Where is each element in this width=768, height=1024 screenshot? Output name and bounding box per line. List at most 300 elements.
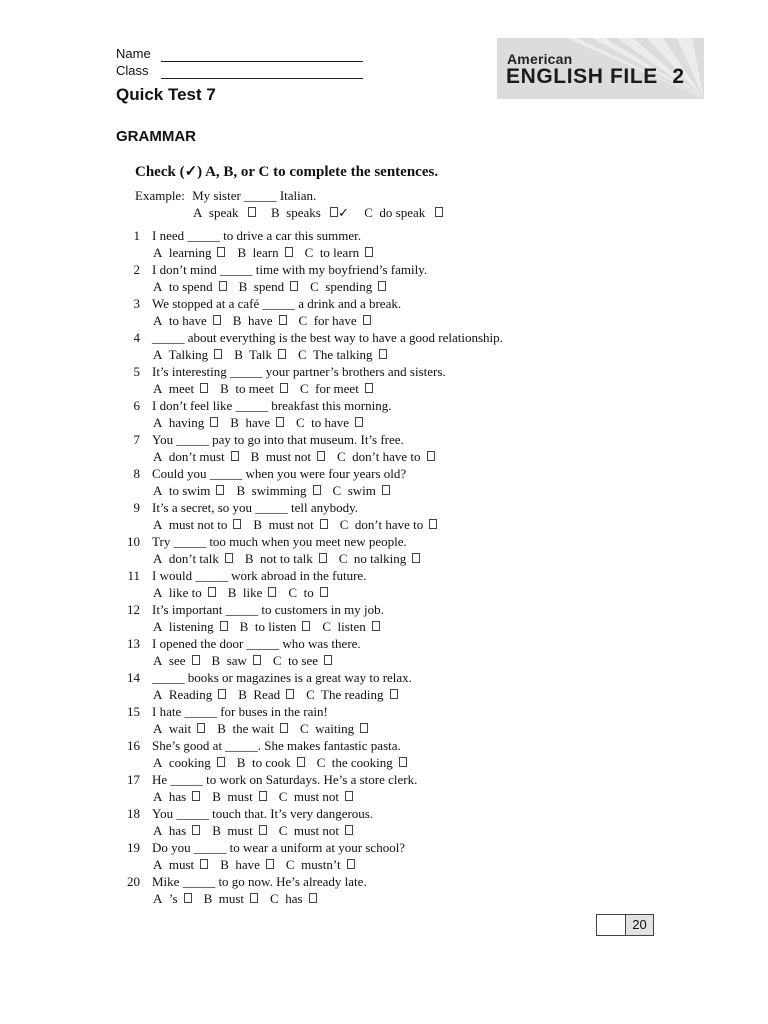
question-number: 4 (133, 330, 140, 345)
option-letter: B (211, 653, 221, 668)
answer-checkbox[interactable] (214, 349, 222, 359)
option-text: don’t must (168, 449, 225, 464)
option-text: to see (288, 653, 319, 668)
question-number: 19 (127, 840, 140, 855)
option-letter: A (153, 245, 163, 260)
example-line (135, 187, 316, 204)
answer-checkbox[interactable] (213, 315, 221, 325)
name-label: Name (116, 46, 151, 61)
answer-option-b[interactable] (220, 856, 274, 873)
name-row (116, 45, 363, 62)
option-text: not to talk (260, 551, 313, 566)
answer-checkbox[interactable] (200, 859, 208, 869)
option-letter: A (153, 687, 163, 702)
answer-checkbox[interactable] (382, 485, 390, 495)
answer-option-a[interactable] (153, 890, 192, 907)
option-text: must not (293, 789, 340, 804)
answer-option-b[interactable] (237, 754, 305, 771)
answer-options (153, 516, 449, 533)
question-text: I hate _____ for buses in the rain! (152, 704, 328, 719)
question-number: 20 (127, 874, 140, 889)
question-number: 12 (127, 602, 140, 617)
answer-option-c[interactable] (279, 822, 353, 839)
question-number: 11 (127, 568, 140, 583)
answer-checkbox[interactable] (317, 451, 325, 461)
answer-option-c[interactable] (333, 482, 390, 499)
option-text: must (218, 891, 245, 906)
option-letter: A (153, 279, 163, 294)
option-letter: B (212, 789, 221, 804)
question-text: We stopped at a café _____ a drink and a break. (152, 296, 402, 311)
answer-checkbox[interactable] (280, 383, 288, 393)
question-number: 1 (133, 228, 140, 243)
option-text: must not to (168, 517, 228, 532)
answer-option-b[interactable] (239, 278, 299, 295)
option-letter: C (364, 205, 373, 220)
answer-checkbox[interactable] (231, 451, 239, 461)
logo-american-text: American (507, 51, 573, 67)
answer-option-b[interactable] (251, 448, 325, 465)
option-letter: B (217, 721, 226, 736)
answer-checkbox[interactable] (217, 757, 225, 767)
answer-checkbox[interactable] (390, 689, 398, 699)
answer-options (153, 278, 398, 295)
option-text: saw (226, 653, 247, 668)
answer-option-b[interactable] (234, 346, 286, 363)
answer-option-a[interactable] (153, 516, 241, 533)
question-number: 10 (127, 534, 140, 549)
question-text: I don’t feel like _____ breakfast this morning. (152, 398, 392, 413)
option-letter: C (272, 653, 282, 668)
question-number: 13 (127, 636, 140, 651)
answer-checkbox[interactable] (365, 383, 373, 393)
answer-checkbox[interactable] (233, 519, 241, 529)
option-letter: B (238, 687, 247, 702)
answer-option-c[interactable] (300, 720, 368, 737)
answer-checkbox[interactable] (360, 723, 368, 733)
option-letter: A (153, 857, 163, 872)
answer-option-a[interactable] (153, 312, 221, 329)
option-text: ’s (168, 891, 178, 906)
answer-checkbox[interactable] (197, 723, 205, 733)
answer-options (153, 652, 344, 669)
answer-option-a[interactable] (153, 278, 227, 295)
answer-option-c[interactable] (288, 584, 327, 601)
answer-option-b[interactable] (253, 516, 327, 533)
option-text: must (168, 857, 195, 872)
answer-checkbox[interactable] (319, 553, 327, 563)
option-letter: A (153, 755, 163, 770)
question-number: 14 (127, 670, 140, 685)
answer-checkbox[interactable] (429, 519, 437, 529)
answer-option-b[interactable] (230, 414, 284, 431)
question-number: 15 (127, 704, 140, 719)
answer-option-b[interactable] (240, 618, 311, 635)
logo-title-text (506, 65, 685, 89)
option-text: has (285, 891, 303, 906)
option-text: no talking (353, 551, 407, 566)
answer-option-a[interactable] (153, 686, 226, 703)
class-input-line[interactable] (161, 66, 363, 79)
answer-checkbox[interactable] (219, 281, 227, 291)
answer-checkbox[interactable] (309, 893, 317, 903)
answer-checkbox[interactable] (313, 485, 321, 495)
answer-option-b[interactable] (238, 686, 294, 703)
answer-options (153, 890, 329, 907)
option-text: for have (313, 313, 357, 328)
answer-checkbox[interactable] (266, 859, 274, 869)
option-letter: B (253, 517, 263, 532)
option-text: to (303, 585, 314, 600)
question-text: _____ books or magazines is a great way to relax. (152, 670, 412, 685)
answer-checkbox[interactable] (324, 655, 332, 665)
option-letter: A (153, 449, 163, 464)
example-option-b (271, 204, 349, 221)
question-text: Mike _____ to go now. He’s already late. (152, 874, 367, 889)
option-text: have (247, 313, 273, 328)
answer-option-a[interactable] (153, 618, 228, 635)
answer-option-a[interactable] (153, 550, 233, 567)
option-text: for meet (315, 381, 359, 396)
option-letter: A (153, 313, 163, 328)
answer-checkbox[interactable] (225, 553, 233, 563)
option-letter: C (322, 619, 332, 634)
answer-option-a[interactable] (153, 754, 225, 771)
answer-option-a[interactable] (153, 584, 216, 601)
question-number: 5 (133, 364, 140, 379)
option-letter: C (298, 313, 308, 328)
answer-option-a[interactable] (153, 414, 218, 431)
answer-option-b[interactable] (236, 482, 320, 499)
answer-option-c[interactable] (306, 686, 397, 703)
answer-options (153, 584, 340, 601)
answer-checkbox[interactable] (372, 621, 380, 631)
answer-option-b[interactable] (204, 890, 258, 907)
answer-checkbox[interactable] (279, 315, 287, 325)
answer-option-c[interactable] (270, 890, 317, 907)
option-text: to meet (235, 381, 274, 396)
answer-option-b[interactable] (245, 550, 327, 567)
answer-checkbox[interactable] (427, 451, 435, 461)
option-text: Reading (168, 687, 213, 702)
option-text: like (242, 585, 263, 600)
answer-option-c[interactable] (299, 312, 371, 329)
class-label: Class (116, 63, 149, 78)
option-text: to learn (319, 245, 360, 260)
answer-option-b[interactable] (212, 652, 261, 669)
answer-checkbox[interactable] (278, 349, 286, 359)
option-text: speaks (286, 205, 321, 220)
question-text: Try _____ too much when you meet new people. (152, 534, 407, 549)
answer-option-b[interactable] (220, 380, 288, 397)
answer-option-c[interactable] (298, 346, 387, 363)
answer-option-c[interactable] (286, 856, 355, 873)
answer-checkbox[interactable] (259, 825, 267, 835)
answer-option-c[interactable] (296, 414, 363, 431)
question-text: It’s important _____ to customers in my job. (152, 602, 384, 617)
answer-option-b[interactable] (237, 244, 292, 261)
answer-checkbox[interactable] (297, 757, 305, 767)
answer-checkbox[interactable] (208, 587, 216, 597)
option-text: swim (347, 483, 376, 498)
answer-checkbox[interactable] (216, 485, 224, 495)
option-text: listen (337, 619, 366, 634)
question-number: 7 (133, 432, 140, 447)
option-letter: B (220, 381, 229, 396)
answer-checkbox[interactable] (280, 723, 288, 733)
example-options (193, 204, 455, 221)
option-letter: B (244, 551, 254, 566)
answer-options (153, 720, 380, 737)
option-text: mustn’t (301, 857, 341, 872)
score-input[interactable] (597, 915, 626, 935)
answer-checkbox[interactable] (192, 655, 200, 665)
answer-checkbox[interactable] (363, 315, 371, 325)
answer-option-a[interactable] (153, 720, 205, 737)
answer-options (153, 788, 365, 805)
answer-option-a[interactable] (153, 856, 208, 873)
answer-option-a[interactable] (153, 482, 224, 499)
option-text: Read (253, 687, 281, 702)
option-letter: B (203, 891, 213, 906)
answer-options (153, 312, 383, 329)
answer-checkbox[interactable] (320, 519, 328, 529)
option-letter: C (270, 891, 279, 906)
answer-checkbox[interactable] (253, 655, 261, 665)
answer-option-a[interactable] (153, 652, 200, 669)
option-letter: A (153, 721, 163, 736)
question-number: 2 (133, 262, 140, 277)
answer-option-c[interactable] (337, 448, 435, 465)
option-letter: B (271, 205, 280, 220)
answer-checkbox[interactable] (192, 791, 200, 801)
class-row (116, 62, 363, 79)
question-number: 9 (133, 500, 140, 515)
instruction-text: Check (✓) A, B, or C to complete the sentences. (135, 164, 439, 180)
option-text: must (227, 789, 253, 804)
answer-checkbox[interactable] (320, 587, 328, 597)
answer-options (153, 482, 402, 499)
option-text: The reading (321, 687, 384, 702)
answer-checkbox[interactable] (259, 791, 267, 801)
name-input-line[interactable] (161, 49, 363, 62)
checkmark-icon: ✓ (338, 205, 349, 220)
option-text: The talking (312, 347, 373, 362)
answer-checkbox[interactable] (399, 757, 407, 767)
answer-option-b[interactable] (212, 822, 266, 839)
answer-checkbox[interactable] (412, 553, 420, 563)
option-text: like to (168, 585, 202, 600)
option-text: to spend (168, 279, 213, 294)
question-text: It’s a secret, so you _____ tell anybody. (152, 500, 359, 515)
answer-option-b[interactable] (233, 312, 287, 329)
option-letter: A (153, 381, 163, 396)
option-letter: B (234, 347, 243, 362)
option-letter: A (153, 483, 163, 498)
question-number: 3 (133, 296, 140, 311)
answer-options (153, 618, 392, 635)
option-text: to cook (251, 755, 291, 770)
score-box (596, 914, 654, 936)
answer-checkbox[interactable] (345, 791, 353, 801)
option-letter: C (310, 279, 319, 294)
answer-checkbox[interactable] (210, 417, 218, 427)
answer-checkbox[interactable] (250, 893, 258, 903)
option-text: has (168, 789, 187, 804)
name-class-fields (116, 45, 363, 79)
question-text: Could you _____ when you were four years old? (152, 466, 407, 481)
option-text: wait (168, 721, 192, 736)
answer-option-c[interactable] (339, 550, 421, 567)
answer-option-b[interactable] (212, 788, 266, 805)
option-text: must not (268, 517, 314, 532)
answer-checkbox[interactable] (184, 893, 192, 903)
answer-options (153, 550, 432, 567)
option-letter: B (230, 415, 239, 430)
answer-option-c[interactable] (273, 652, 332, 669)
answer-checkbox[interactable] (345, 825, 353, 835)
option-text: meet (168, 381, 195, 396)
answer-checkbox[interactable] (365, 247, 373, 257)
logo-english-file: ENGLISH FILE (506, 65, 658, 88)
option-letter: A (153, 551, 163, 566)
answer-checkbox[interactable] (217, 247, 225, 257)
answer-options (153, 856, 367, 873)
option-letter: C (338, 551, 348, 566)
answer-option-c[interactable] (310, 278, 386, 295)
option-text: listening (168, 619, 214, 634)
answer-checkbox[interactable] (378, 281, 386, 291)
answer-checkbox[interactable] (286, 689, 294, 699)
option-letter: B (236, 755, 246, 770)
answer-option-c[interactable] (317, 754, 407, 771)
option-letter: C (296, 415, 305, 430)
example-option-a (193, 204, 256, 221)
option-text: to swim (168, 483, 211, 498)
option-text: must not (293, 823, 340, 838)
answer-checkbox[interactable] (355, 417, 363, 427)
question-text: You _____ touch that. It’s very dangerous. (152, 806, 374, 821)
option-letter: C (299, 381, 309, 396)
question-number: 17 (127, 772, 140, 787)
answer-options (153, 448, 447, 465)
answer-checkbox[interactable] (276, 417, 284, 427)
option-text: having (168, 415, 205, 430)
option-text: the cooking (331, 755, 393, 770)
example-option-c (364, 204, 442, 221)
option-letter: B (212, 823, 221, 838)
answer-checkbox[interactable] (285, 247, 293, 257)
option-text: the wait (232, 721, 274, 736)
option-text: learn (252, 245, 279, 260)
option-text: don’t have to (352, 449, 421, 464)
option-text: must not (265, 449, 311, 464)
option-letter: B (238, 279, 248, 294)
option-letter: A (153, 891, 163, 906)
option-letter: A (193, 205, 203, 220)
answer-options (153, 754, 419, 771)
option-text: don’t have to (354, 517, 424, 532)
answer-option-c[interactable] (279, 788, 353, 805)
question-number: 6 (133, 398, 140, 413)
option-text: have (235, 857, 260, 872)
option-text: have (245, 415, 270, 430)
option-text: don’t talk (168, 551, 219, 566)
option-text: learning (168, 245, 212, 260)
answer-option-c[interactable] (340, 516, 438, 533)
answer-option-c[interactable] (322, 618, 379, 635)
option-letter: A (153, 585, 163, 600)
option-letter: C (339, 517, 349, 532)
option-letter: C (298, 347, 307, 362)
answer-checkbox[interactable] (290, 281, 298, 291)
answer-option-a[interactable] (153, 244, 225, 261)
answer-option-a[interactable] (153, 380, 208, 397)
answer-option-c[interactable] (300, 380, 373, 397)
answer-option-c[interactable] (305, 244, 374, 261)
option-letter: C (299, 721, 309, 736)
option-text: spend (253, 279, 285, 294)
question-text: He _____ to work on Saturdays. He’s a store clerk. (152, 772, 418, 787)
question-number: 16 (127, 738, 140, 753)
option-letter: C (285, 857, 295, 872)
page-title: Quick Test 7 (116, 85, 216, 104)
option-text: to have (311, 415, 350, 430)
option-letter: A (153, 415, 163, 430)
answer-checkbox[interactable] (220, 621, 228, 631)
answer-checkbox[interactable] (200, 383, 208, 393)
answer-checkbox[interactable] (192, 825, 200, 835)
question-text: I would _____ work abroad in the future. (152, 568, 367, 583)
answer-option-a[interactable] (153, 822, 200, 839)
question-number: 8 (133, 466, 140, 481)
option-text: see (168, 653, 186, 668)
answer-option-a[interactable] (153, 788, 200, 805)
checkbox (248, 207, 256, 217)
score-total: 20 (626, 915, 653, 935)
answer-checkbox[interactable] (268, 587, 276, 597)
checkbox (330, 207, 338, 217)
option-letter: C (306, 687, 315, 702)
answer-option-a[interactable] (153, 346, 222, 363)
answer-options (153, 822, 365, 839)
option-text: cooking (168, 755, 211, 770)
answer-option-b[interactable] (228, 584, 277, 601)
american-english-file-logo (497, 38, 704, 99)
answer-option-b[interactable] (217, 720, 288, 737)
answer-options (153, 686, 410, 703)
answer-options (153, 346, 399, 363)
answer-options (153, 414, 375, 431)
option-text: speak (208, 205, 239, 220)
option-text: spending (325, 279, 373, 294)
question-text: You _____ pay to go into that museum. It’s free. (152, 432, 404, 447)
answer-checkbox[interactable] (302, 621, 310, 631)
option-letter: B (236, 483, 246, 498)
option-letter: B (232, 313, 242, 328)
question-text: It’s interesting _____ your partner’s brothers and sisters. (152, 364, 446, 379)
option-text: Talk (249, 347, 273, 362)
option-text: has (168, 823, 187, 838)
answer-checkbox[interactable] (347, 859, 355, 869)
answer-checkbox[interactable] (218, 689, 226, 699)
question-text: She’s good at _____. She makes fantastic pasta. (152, 738, 401, 753)
answer-options (153, 380, 385, 397)
answer-checkbox[interactable] (379, 349, 387, 359)
question-text: I opened the door _____ who was there. (152, 636, 361, 651)
option-letter: C (278, 789, 288, 804)
answer-option-a[interactable] (153, 448, 239, 465)
